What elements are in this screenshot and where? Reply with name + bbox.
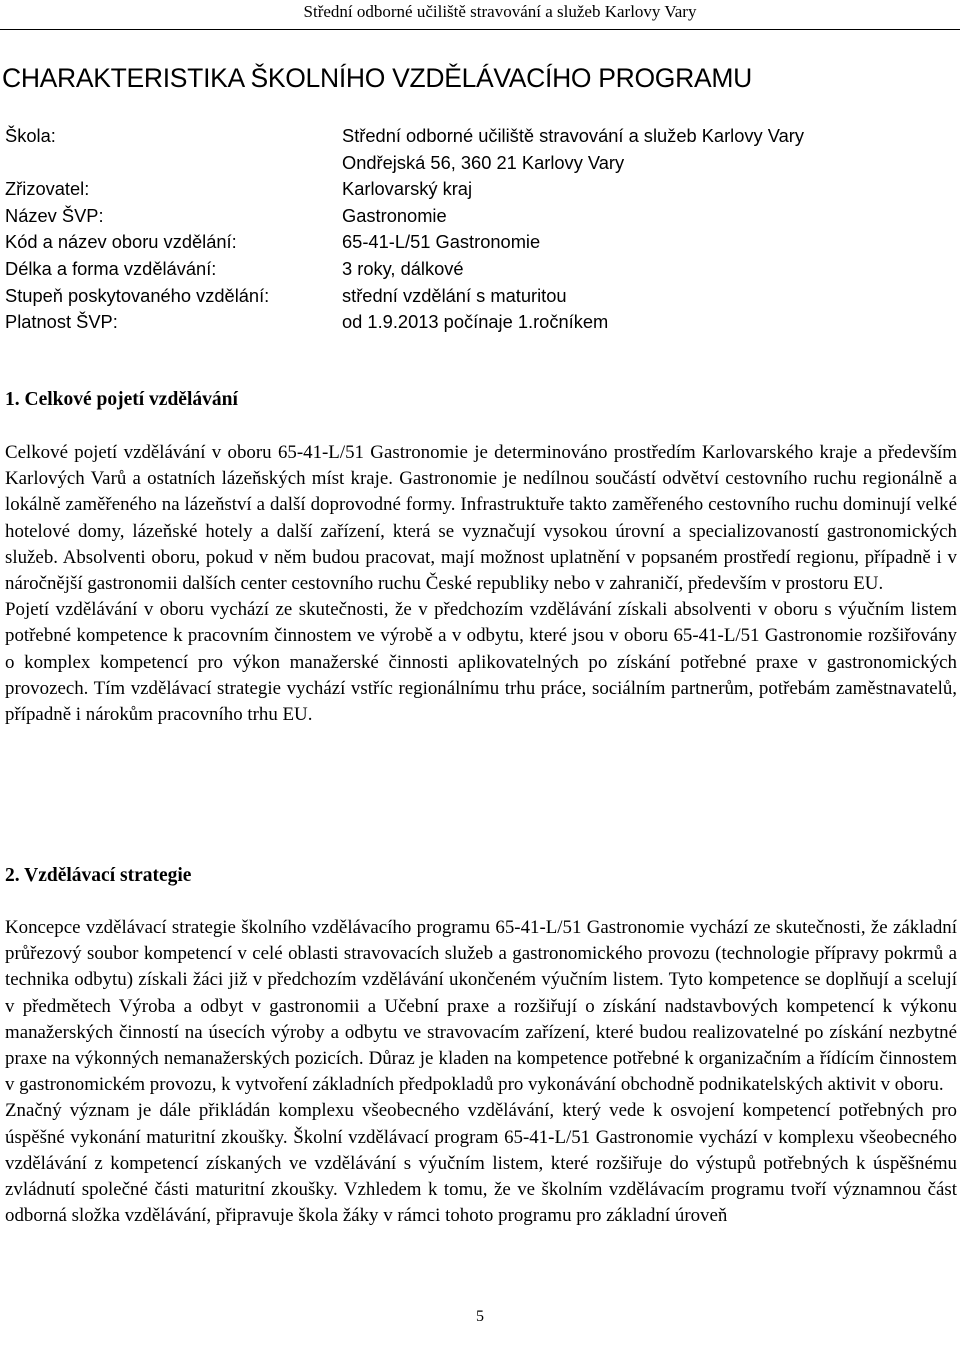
paragraph: Značný význam je dále přikládán komplexu všeobecného vzdělávání, který vede k osvojení kompetencí potřebných pro úspěšné vykonání maturitní zkoušky. Školní vzdělávací program 65-41-L/51 Gastronomie vychází v komplexu všeobecného vzdělávání z kompetencí získaných ve vzdělávání s výučním listem, které rozšiřuje do výstupů potřebných k úspěšnému zvládnutí společné části maturitní zkoušky. Vzhledem k tomu, že ve školním vzdělávacím programu tvoří významnou část odborná složka vzdělávání, připravuje škola žáky v rámci tohoto programu pro základní úroveň xyxy=(5,1100,957,1227)
paragraph: Koncepce vzdělávací strategie školního vzdělávacího programu 65-41-L/51 Gastronomie vychází ze skutečnosti, že základní průřezový soubor kompetencí v celé oblasti stravovacích služeb a gastronomického provozu (technologie přípravy pokrmů a technika odbytu) získali žáci již v předchozím vzdělávání ukončeném výučním listem. Tyto kompetence se doplňují a scelují v předmětech Výroba a odbyt v gastronomii a Učební praxe a rozšiřují o získání nadstavbových kompetencí k výkonu manažerských činností na úsecích výroby a odbytu ve stravovacím zařízení, které budou realizovatelné po získání nezbytné praxe na výkonných nemanažerských pozicích. Důraz je kladen na kompetence potřebné k organizačním a řídícím činnostem v gastronomickém provozu, k vytvoření základních předpokladů pro vykonávání obchodně podnikatelských aktivit v oboru. xyxy=(5,917,957,1096)
info-label: Platnost ŠVP: xyxy=(5,311,118,333)
info-label: Kód a název oboru vzdělání: xyxy=(5,231,237,253)
info-row-address xyxy=(5,150,804,177)
program-info-table xyxy=(5,123,804,336)
info-label: Název ŠVP: xyxy=(5,204,104,226)
info-row-founder xyxy=(5,176,804,203)
info-label: Délka a forma vzdělávání: xyxy=(5,257,217,279)
info-value: střední vzdělání s maturitou xyxy=(342,284,567,306)
info-row-svp-name xyxy=(5,203,804,230)
info-label xyxy=(5,150,342,177)
info-row-validity xyxy=(5,309,804,336)
page-number: 5 xyxy=(476,1308,484,1325)
info-label: Stupeň poskytovaného vzdělání: xyxy=(5,284,270,306)
info-label: Škola: xyxy=(5,125,56,146)
paragraph: Pojetí vzdělávání v oboru vychází ze skutečnosti, že v předchozím vzdělávání získali absolventi v oboru s výučním listem potřebné kompetence k pracovním činnostem ve výrobě a v odbytu, které jsou v oboru 65-41-L/51 Gastronomie rozšiřovány o komplex kompetencí pro výkon manažerské činnosti aplikovatelných po získání potřebné praxe v gastronomických provozech. Tím vzdělávací strategie vychází vstříc regionálnímu trhu práce, sociálním partnerům, potřebám zaměstnavatelů, případně i nárokům pracovního trhu EU. xyxy=(5,599,957,726)
section-overall-concept xyxy=(5,388,957,728)
page-title: CHARAKTERISTIKA ŠKOLNÍHO VZDĚLÁVACÍHO PROGRAMU xyxy=(2,63,752,93)
paragraph: Celkové pojetí vzdělávání v oboru 65-41-L/51 Gastronomie je determinováno prostředím Karlovarského kraje a především Karlových Varů a ostatních lázeňských míst kraje. Gastronomie je nedílnou součástí odvětví cestovního ruchu regionálně a lokálně zaměřeného na lázeňství a další doprovodné formy. Infrastruktuře takto zaměřeného cestovního ruchu dominují velké hotelové domy, lázeňské hotely a další zařízení, která se vyznačují vysokou úrovní a specializovaností gastronomických služeb. Absolventi oboru, pokud v něm budou pracovat, mají možnost uplatnění v popsaném prostředí regionu, případně i v náročnější gastronomii dalších center cestovního ruchu České republiky nebo v zahraničí, především v prostoru EU. xyxy=(5,442,957,595)
section-heading: 2. Vzdělávací strategie xyxy=(5,865,192,886)
info-value: Gastronomie xyxy=(342,204,447,226)
info-value: Karlovarský kraj xyxy=(342,178,473,200)
info-value: Střední odborné učiliště stravování a služeb Karlovy Vary xyxy=(342,125,805,146)
header-divider xyxy=(0,29,960,30)
info-row-duration xyxy=(5,256,804,283)
section-education-strategy xyxy=(5,864,957,1229)
info-value: 3 roky, dálkové xyxy=(342,257,464,279)
running-header xyxy=(0,0,960,30)
info-row-education-level xyxy=(5,283,804,310)
info-value: od 1.9.2013 počínaje 1.ročníkem xyxy=(342,311,609,333)
info-label: Zřizovatel: xyxy=(5,178,90,200)
running-header-text: Střední odborné učiliště stravování a služeb Karlovy Vary xyxy=(303,2,697,21)
info-row-school xyxy=(5,123,804,150)
section-heading: 1. Celkové pojetí vzdělávání xyxy=(5,389,238,410)
info-row-field-code xyxy=(5,229,804,256)
info-value: 65-41-L/51 Gastronomie xyxy=(342,231,541,253)
info-value: Ondřejská 56, 360 21 Karlovy Vary xyxy=(342,151,625,173)
